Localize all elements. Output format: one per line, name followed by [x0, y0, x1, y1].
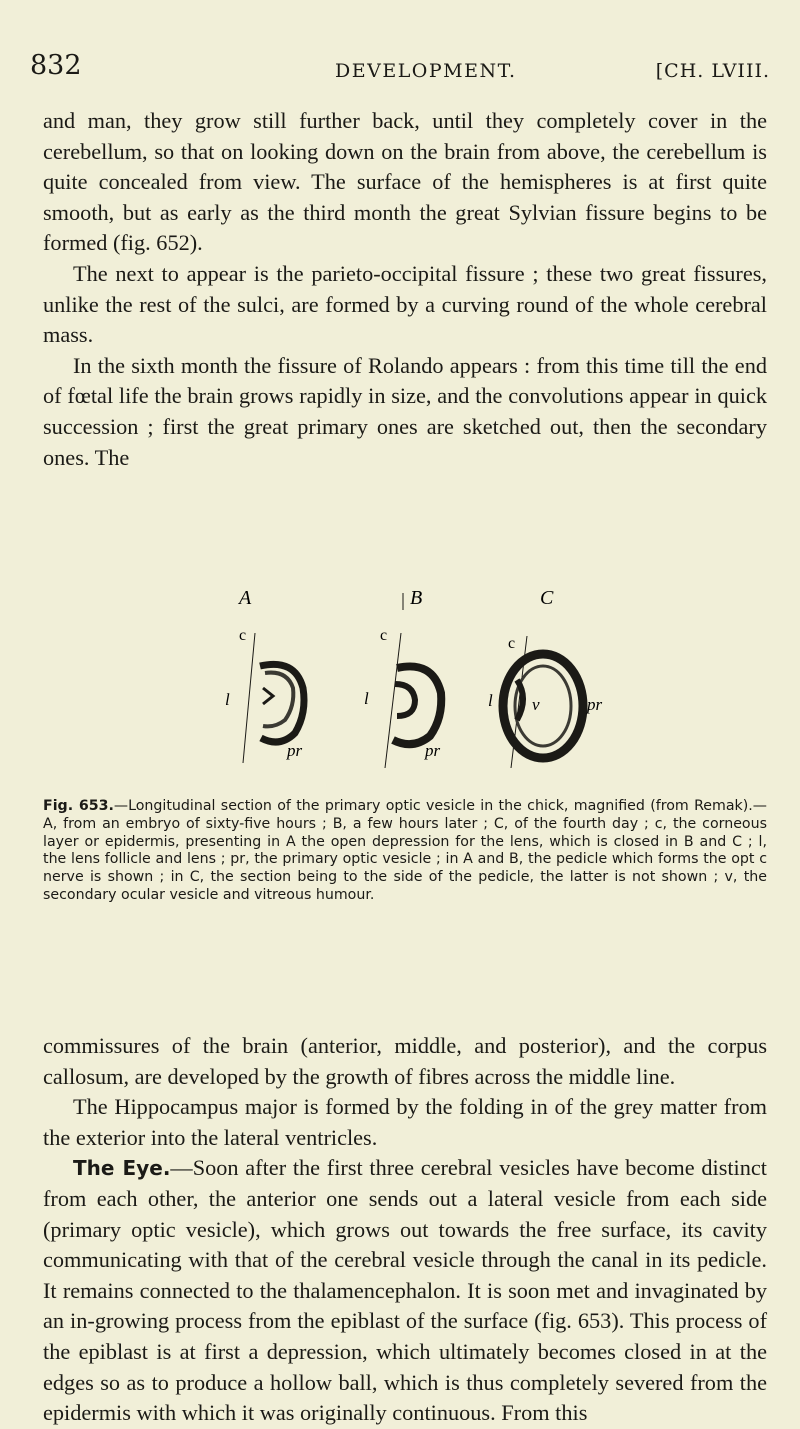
- paragraph: In the sixth month the fissure of Rolando appears : from this time till the end of fœtal life the brain grows rapidly in size, and the convolutions appear in quick succession ; first the great primary ones are sketched out, then the secondary ones. The: [43, 352, 767, 470]
- section-text: —Soon after the first three cerebral vesicles have become distinct from each other, the anterior one sends out a lateral vesicle from each side (primary optic vesicle), which grows out towards the free surface, its cavity communicating with that of the cerebral vesicle through the canal in its pedicle. It remains connected to the thalamencephalon. It is soon met and invaginated by an in-growing process from the epiblast of the surface (fig. 653). This process of the epiblast is at first a depression, which ultimately becomes closed in at the edges so as to produce a hollow ball, which is thus completely severed from the epidermis with which it was originally continuous. From this: [43, 1155, 767, 1426]
- panel-c-label-v: v: [532, 695, 540, 714]
- paragraph: commissures of the brain (anterior, middle, and posterior), and the corpus callosum, are developed by the growth of fibres across the middle line.: [43, 1033, 767, 1089]
- panel-b-letter: B: [410, 588, 423, 609]
- panel-a-label-l: l: [225, 690, 230, 709]
- running-title: DEVELOPMENT.: [335, 60, 517, 82]
- panel-a-label-pr: pr: [287, 741, 303, 760]
- body-text-top: [43, 106, 767, 473]
- figure-653-illustration: [225, 588, 645, 778]
- caption-text: —Longitudinal section of the primary optic vesicle in the chick, magnified (from Remak).—A, from an embryo of sixty-five hours ; B, a few hours later ; C, of the fourth day ; c, the corneous layer or epidermis, presenting in A the open depression for the lens, which is closed in B and C ; l, the lens follicle and lens ; pr, the primary optic vesicle ; in A and B, the pedicle which forms the opt c nerve is shown ; in C, the section being to the side of the pedicle, the latter is not shown ; v, the secondary ocular vesicle and vitreous humour.: [43, 798, 767, 903]
- page-header: [30, 50, 770, 90]
- panel-c-label-c: c: [508, 635, 516, 652]
- panel-a-letter: A: [239, 588, 252, 609]
- section-heading: The Eye.: [73, 1156, 171, 1181]
- panel-c-label-l: l: [488, 691, 493, 710]
- paragraph: The next to appear is the parieto-occipital fissure ; these two great fissures, unlike the rest of the sulci, are formed by a curving round of the whole cerebral mass.: [43, 260, 767, 348]
- paragraph: and man, they grow still further back, until they completely cover in the cerebellum, so that on looking down on the brain from above, the cerebellum is quite concealed from view. The surface of the hemispheres is at first quite smooth, but as early as the third month the great Sylvian fissure begins to be formed (fig. 652).: [43, 108, 767, 256]
- panel-c-letter: C: [540, 588, 554, 609]
- panel-a-label-c: c: [239, 627, 247, 644]
- panel-b-label-pr: pr: [425, 741, 441, 760]
- eye-section-paragraph: [43, 1153, 767, 1428]
- panel-a-drawing: [225, 588, 304, 763]
- chapter-label: [CH. LVIII.: [655, 60, 770, 82]
- page-number: 832: [30, 50, 82, 81]
- panel-c-label-pr: pr: [587, 695, 603, 714]
- panel-b-label-l: l: [364, 689, 369, 708]
- figure-caption: [43, 798, 767, 905]
- panel-b-drawing: [364, 588, 441, 768]
- figure-label: Fig. 653.: [43, 798, 114, 814]
- paragraph: The Hippocampus major is formed by the folding in of the grey matter from the exterior into the lateral ventricles.: [43, 1094, 767, 1150]
- panel-c-drawing: [488, 588, 603, 768]
- body-text-bottom: [43, 1031, 767, 1429]
- panel-b-label-c: c: [380, 627, 388, 644]
